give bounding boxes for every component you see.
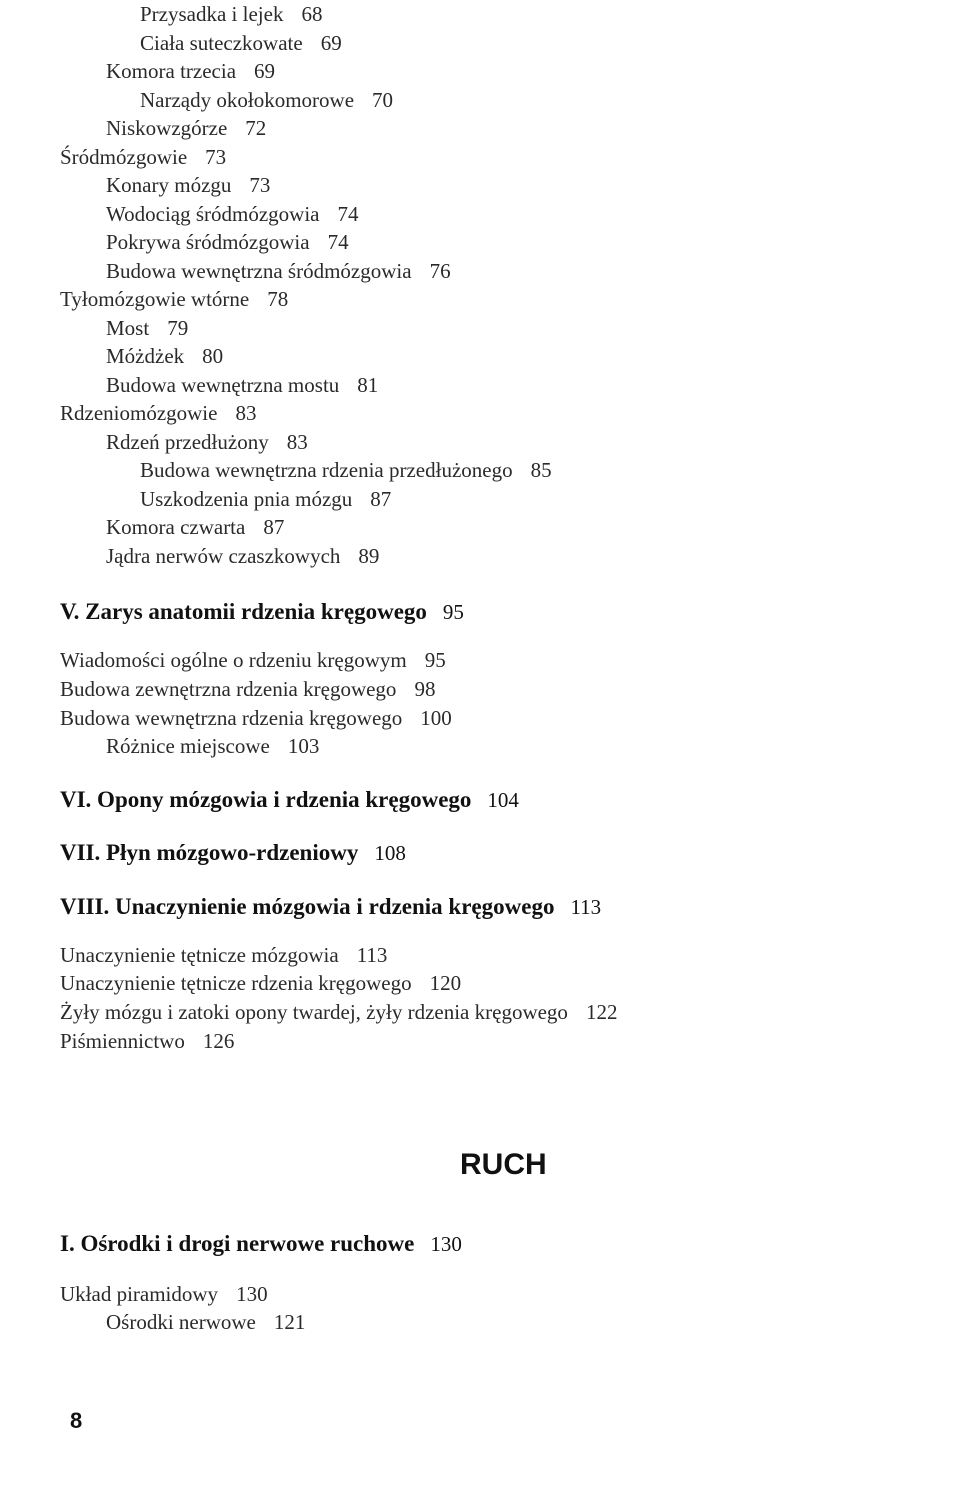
entry-page: 87 — [263, 515, 285, 539]
entry-title: Móżdżek — [106, 344, 185, 368]
toc-entry — [140, 88, 393, 112]
entry-page: 73 — [205, 145, 227, 169]
entry-page: 87 — [370, 487, 392, 511]
entry-page: 73 — [249, 173, 271, 197]
entry-title: Rdzeń przedłużony — [106, 430, 269, 454]
toc-entry — [60, 677, 435, 701]
toc-entry — [140, 2, 322, 26]
entry-title: Budowa wewnętrzna rdzenia kręgowego — [60, 706, 403, 730]
chapter-heading — [60, 598, 464, 626]
toc-entry — [106, 734, 319, 758]
entry-title: Unaczynienie tętnicze rdzenia kręgowego — [60, 971, 412, 995]
chapter-heading — [60, 839, 406, 867]
toc-entry — [106, 515, 284, 539]
toc-entry — [60, 971, 461, 995]
chapter-page: 108 — [374, 841, 406, 865]
entry-title: Wodociąg śródmózgowia — [106, 202, 320, 226]
entry-title: Układ piramidowy — [60, 1282, 219, 1306]
toc-entry — [60, 943, 387, 967]
toc-entry — [60, 1000, 617, 1024]
toc-entry — [60, 1029, 234, 1053]
chapter-heading — [60, 1230, 462, 1258]
entry-title: Budowa zewnętrzna rdzenia kręgowego — [60, 677, 397, 701]
toc-entry — [106, 116, 266, 140]
entry-page: 85 — [530, 458, 552, 482]
entry-title: Pokrywa śródmózgowia — [106, 230, 310, 254]
chapter-title: V. Zarys anatomii rdzenia kręgowego — [60, 599, 427, 624]
entry-title: Komora czwarta — [106, 515, 246, 539]
entry-title: Tyłomózgowie wtórne — [60, 287, 250, 311]
entry-page: 80 — [202, 344, 224, 368]
toc-entry — [60, 648, 446, 672]
entry-page: 81 — [357, 373, 379, 397]
chapter-title: VIII. Unaczynienie mózgowia i rdzenia kręgowego — [60, 894, 555, 919]
entry-page: 83 — [235, 401, 257, 425]
entry-page: 122 — [585, 1000, 618, 1024]
entry-title: Rdzeniomózgowie — [60, 401, 218, 425]
entry-page: 120 — [429, 971, 462, 995]
chapter-heading — [60, 786, 519, 814]
chapter-page: 95 — [442, 600, 464, 624]
entry-title: Uszkodzenia pnia mózgu — [140, 487, 353, 511]
entry-page: 113 — [356, 943, 388, 967]
entry-title: Śródmózgowie — [60, 145, 188, 169]
entry-page: 69 — [320, 31, 342, 55]
toc-entry — [140, 458, 552, 482]
entry-title: Różnice miejscowe — [106, 734, 270, 758]
page-number: 8 — [70, 1408, 83, 1433]
entry-title: Komora trzecia — [106, 59, 237, 83]
entry-title: Budowa wewnętrzna rdzenia przedłużonego — [140, 458, 513, 482]
entry-page: 126 — [202, 1029, 235, 1053]
entry-title: Piśmiennictwo — [60, 1029, 185, 1053]
entry-title: Budowa wewnętrzna mostu — [106, 373, 340, 397]
toc-entry — [60, 401, 256, 425]
toc-entry — [60, 706, 452, 730]
chapter-page: 113 — [570, 895, 602, 919]
chapter-page: 130 — [430, 1232, 462, 1256]
entry-page: 130 — [236, 1282, 268, 1306]
entry-page: 100 — [420, 706, 452, 730]
entry-page: 79 — [167, 316, 189, 340]
toc-entry — [140, 31, 342, 55]
toc-entry — [106, 259, 451, 283]
toc-entry — [106, 373, 378, 397]
chapter-page: 104 — [487, 788, 519, 812]
chapter-title: I. Ośrodki i drogi nerwowe ruchowe — [60, 1231, 415, 1256]
entry-page: 74 — [337, 202, 359, 226]
toc-entry — [106, 59, 275, 83]
chapter-title: VII. Płyn mózgowo-rdzeniowy — [60, 840, 359, 865]
toc-entry — [106, 230, 349, 254]
entry-page: 78 — [267, 287, 289, 311]
toc-entry — [60, 287, 288, 311]
chapter-title: VI. Opony mózgowia i rdzenia kręgowego — [60, 787, 472, 812]
entry-page: 76 — [429, 259, 451, 283]
entry-title: Ośrodki nerwowe — [106, 1310, 256, 1334]
toc-entry — [106, 430, 308, 454]
entry-title: Budowa wewnętrzna śródmózgowia — [106, 259, 412, 283]
chapter-heading — [60, 893, 601, 921]
entry-page: 89 — [358, 544, 380, 568]
toc-entry — [106, 173, 270, 197]
entry-page: 72 — [245, 116, 267, 140]
toc-entry — [60, 145, 226, 169]
toc-entry — [106, 344, 223, 368]
entry-page: 103 — [287, 734, 320, 758]
entry-title: Przysadka i lejek — [140, 2, 284, 26]
entry-page: 83 — [286, 430, 308, 454]
entry-title: Niskowzgórze — [106, 116, 228, 140]
entry-page: 69 — [254, 59, 276, 83]
entry-title: Most — [106, 316, 150, 340]
entry-title: Ciała suteczkowate — [140, 31, 303, 55]
toc-entry — [106, 202, 359, 226]
section-title: RUCH — [460, 1148, 547, 1181]
toc-entry — [106, 544, 379, 568]
entry-page: 98 — [414, 677, 436, 701]
entry-title: Żyły mózgu i zatoki opony twardej, żyły rdzenia kręgowego — [60, 1000, 568, 1024]
entry-page: 70 — [372, 88, 394, 112]
entry-title: Unaczynienie tętnicze mózgowia — [60, 943, 339, 967]
entry-page: 68 — [301, 2, 323, 26]
entry-page: 95 — [424, 648, 446, 672]
entry-page: 121 — [273, 1310, 306, 1334]
toc-entry — [60, 1282, 268, 1306]
entry-page: 74 — [327, 230, 349, 254]
entry-title: Jądra nerwów czaszkowych — [106, 544, 341, 568]
toc-entry — [106, 316, 188, 340]
toc-entry — [106, 1310, 305, 1334]
entry-title: Konary mózgu — [106, 173, 232, 197]
toc-entry — [140, 487, 391, 511]
entry-title: Wiadomości ogólne o rdzeniu kręgowym — [60, 648, 407, 672]
entry-title: Narządy okołokomorowe — [140, 88, 355, 112]
